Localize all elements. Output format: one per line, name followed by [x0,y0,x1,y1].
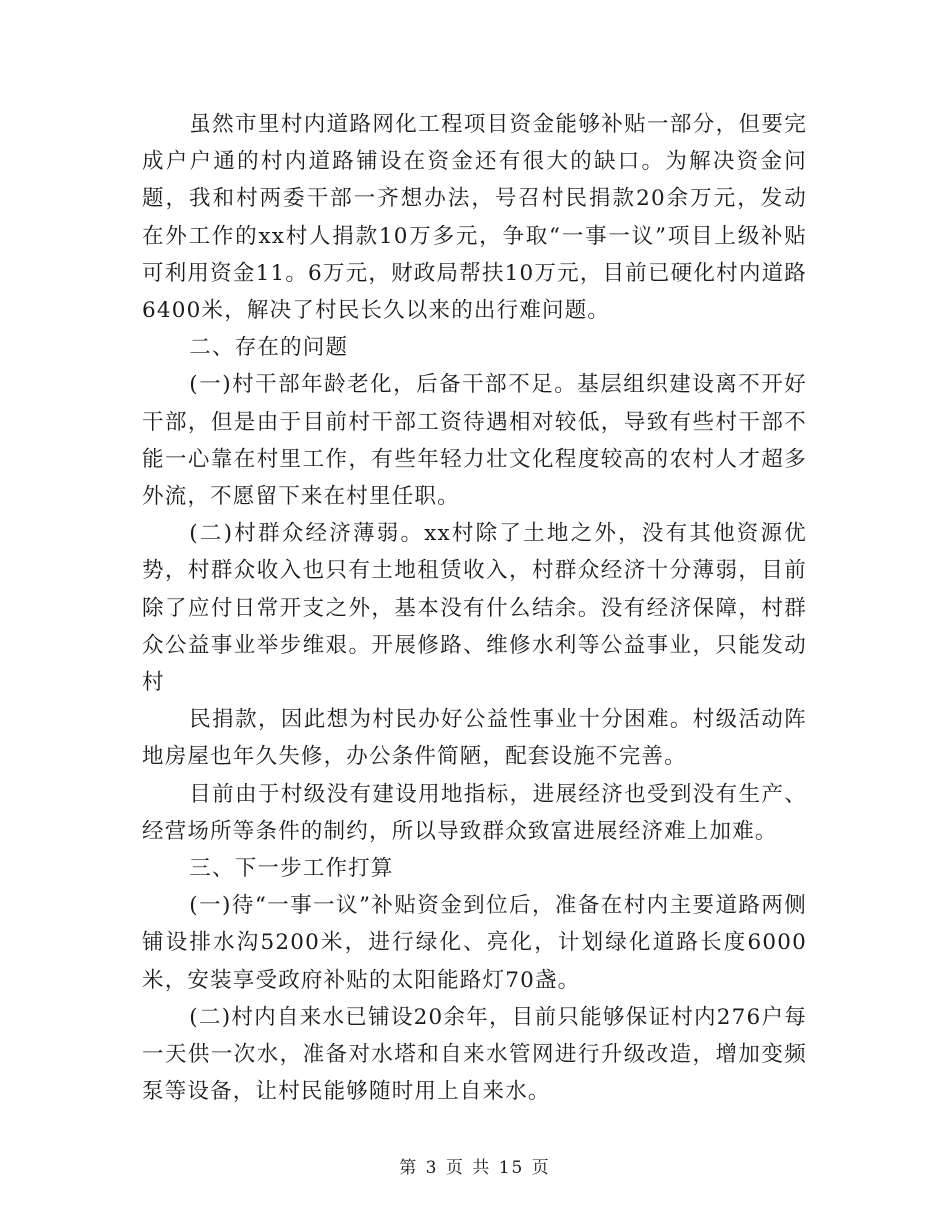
paragraph-problem-2-continued: 民捐款，因此想为村民办好公益性事业十分困难。村级活动阵地房屋也年久失修，办公条件简陋，配套设施不完善。 [142,707,807,770]
paragraph-plan-2: (二)村内自来水已铺设20余年，目前只能够保证村内276户每一天供一次水，准备对水塔和自来水管网进行升级改造，增加变频泵等设备，让村民能够随时用上自来水。 [142,1004,807,1105]
paragraph-land-restriction: 目前由于村级没有建设用地指标，进展经济也受到没有生产、经营场所等条件的制约，所以导致群众致富进展经济难上加难。 [142,781,807,844]
paragraph-plan-1: (一)待“一事一议”补贴资金到位后，准备在村内主要道路两侧铺设排水沟5200米，进行绿化、亮化，计划绿化道路长度6000米，安装享受政府补贴的太阳能路灯70盏。 [142,893,807,993]
paragraph-funding: 虽然市里村内道路网化工程项目资金能够补贴一部分，但要完成户户通的村内道路铺设在资金还有很大的缺口。为解决资金问题，我和村两委干部一齐想办法，号召村民捐款20余万元，发动在外工作的xx村人捐款10万多元，争取“一事一议”项目上级补贴可利用资金11。6万元，财政局帮扶10万元，目前已硬化村内道路6400米，解决了村民长久以来的出行难问题。 [142,112,807,324]
document-body [142,106,807,1110]
paragraph-problem-2: (二)村群众经济薄弱。xx村除了土地之外，没有其他资源优势，村群众收入也只有土地租赁收入，村群众经济十分薄弱，目前除了应付日常开支之外，基本没有什么结余。没有经济保障，村群众公益事业举步维艰。开展修路、维修水利等公益事业，只能发动村 [142,521,807,696]
section-heading-problems: 二、存在的问题 [189,335,349,361]
section-heading-next-steps: 三、下一步工作打算 [189,856,394,882]
page-footer: 第 3 页 共 15 页 [399,1158,551,1178]
paragraph-problem-1: (一)村干部年龄老化，后备干部不足。基层组织建设离不开好干部，但是由于目前村干部工资待遇相对较低，导致有些村干部不能一心靠在村里工作，有些年轻力壮文化程度较高的农村人才超多外流，不愿留下来在村里任职。 [142,372,807,510]
